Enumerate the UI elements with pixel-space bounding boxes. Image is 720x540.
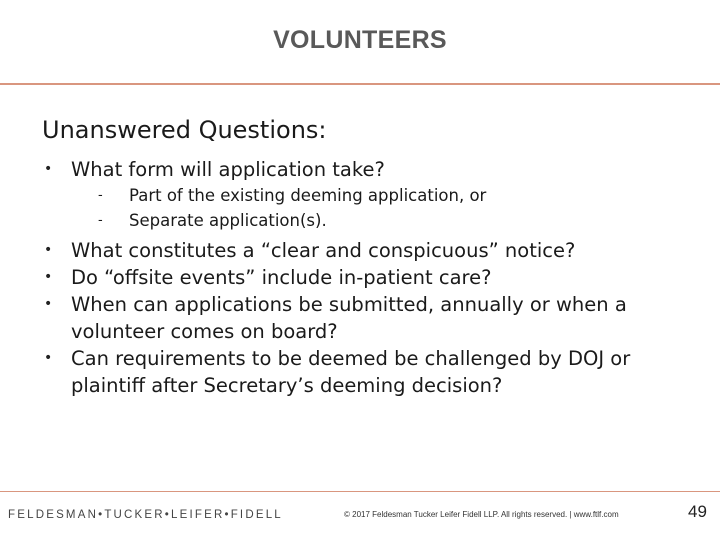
copyright-notice: © 2017 Feldesman Tucker Leifer Fidell LLP. All rights reserved. | www.ftlf.com <box>344 510 619 519</box>
footer-divider <box>0 491 720 492</box>
bullet-text: When can applications be submitted, annually or when a volunteer comes on board? <box>71 293 627 343</box>
bullet-marker: • <box>44 161 53 177</box>
bullet-marker: • <box>44 296 53 312</box>
sub-bullet-item <box>44 208 684 233</box>
bullet-item <box>44 156 684 183</box>
firm-logo: FELDESMAN•TUCKER•LEIFER•FIDELL <box>8 509 283 521</box>
bullet-marker: • <box>44 350 53 366</box>
sub-bullet-text: Part of the existing deeming application, or <box>129 186 487 205</box>
bullet-text: Do “offsite events” include in-patient care? <box>71 266 492 289</box>
bullet-marker: • <box>44 242 53 258</box>
section-heading: Unanswered Questions: <box>42 116 327 144</box>
title-divider <box>0 83 720 85</box>
bullet-text: What form will application take? <box>71 158 385 181</box>
bullet-item <box>44 237 684 264</box>
bullet-list <box>44 156 684 399</box>
page-number: 49 <box>688 502 707 521</box>
sub-bullet-marker: - <box>98 213 103 228</box>
sub-bullet-text: Separate application(s). <box>129 211 327 230</box>
slide-title: VOLUNTEERS <box>273 26 447 54</box>
bullet-text: Can requirements to be deemed be challenged by DOJ or plaintiff after Secretary’s deeming decision? <box>71 347 631 397</box>
bullet-item <box>44 345 684 399</box>
bullet-item <box>44 264 684 291</box>
sub-bullet-item <box>44 183 684 208</box>
bullet-item <box>44 291 684 345</box>
sub-bullet-marker: - <box>98 188 103 203</box>
sub-bullet-list <box>44 183 684 233</box>
bullet-text: What constitutes a “clear and conspicuous” notice? <box>71 239 576 262</box>
bullet-marker: • <box>44 269 53 285</box>
